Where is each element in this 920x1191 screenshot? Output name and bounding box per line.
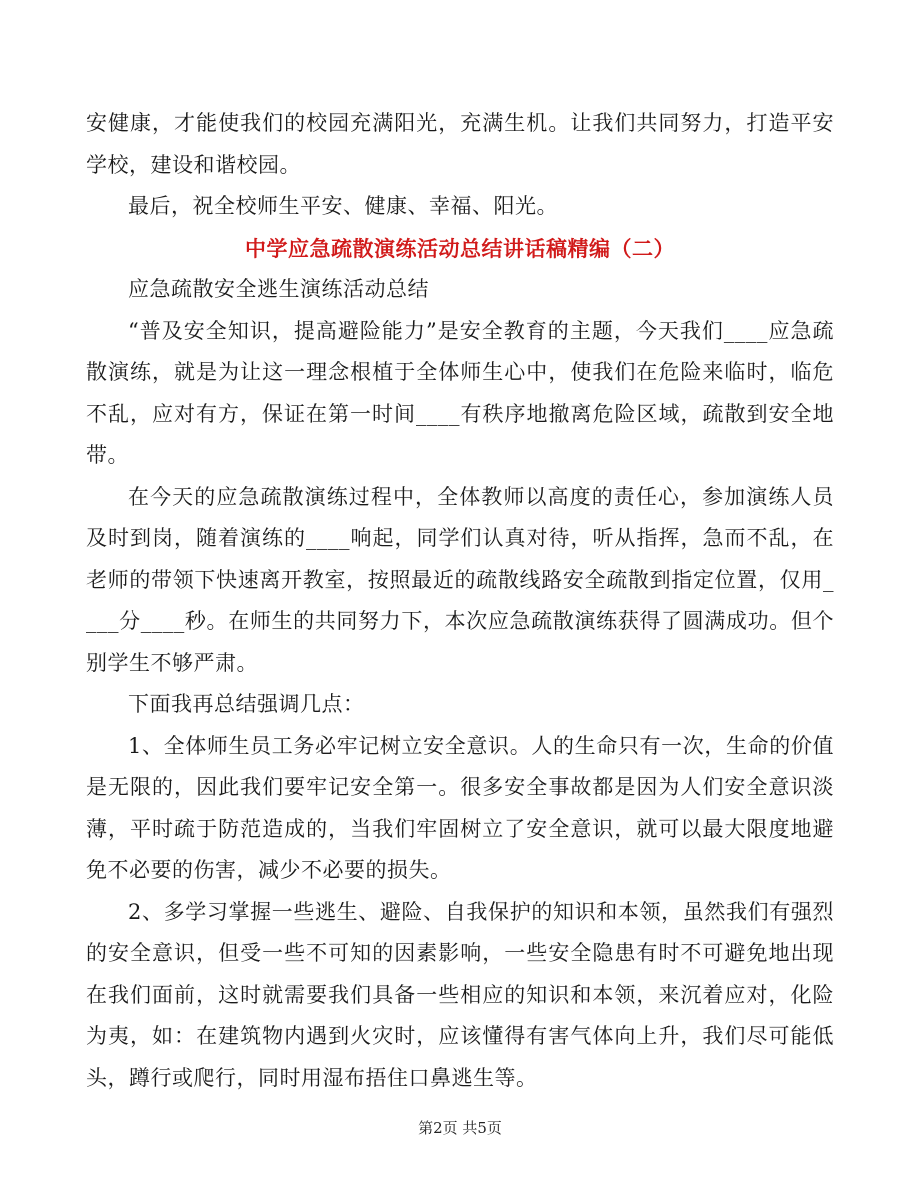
- paragraph-closing-wish: 最后，祝全校师生平安、健康、幸福、阳光。: [128, 194, 558, 218]
- paragraph-continued: 安健康，才能使我们的校园充满阳光，充满生机。让我们共同努力，打造平安学校，建设和谐校园。: [86, 111, 834, 177]
- paragraph-point-2: 2、多学习掌握一些逃生、避险、自我保护的知识和本领，虽然我们有强烈的安全意识，但受一些不可知的因素影响，一些安全隐患有时不可避免地出现在我们面前，这时就需要我们具备一些相应的知识和本领，来沉着应对，化险为夷，如：在建筑物内遇到火灾时，应该懂得有害气体向上升，我们尽可能低头，蹲行或爬行，同时用湿布捂住口鼻逃生等。: [86, 899, 834, 1090]
- paragraph-point-1: 1、全体师生员工务必牢记树立安全意识。人的生命只有一次，生命的价值是无限的，因此我们要牢记安全第一。很多安全事故都是因为人们安全意识淡薄，平时疏于防范造成的，当我们牢固树立了安全意识，就可以最大限度地避免不必要的伤害，减少不必要的损失。: [86, 733, 834, 882]
- paragraph-summary-lead: 下面我再总结强调几点：: [128, 692, 365, 716]
- page-number-footer: 第2页 共5页: [418, 1119, 502, 1137]
- document-body: [86, 103, 834, 1099]
- paragraph-intro: “普及安全知识，提高避险能力”是安全教育的主题，今天我们____应急疏散演练，就是为让这一理念根植于全体师生心中，使我们在危险来临时，临危不乱，应对有方，保证在第一时间____有秩序地撤离危险区域，疏散到安全地带。: [86, 318, 834, 467]
- paragraph-subtitle: 应急疏散安全逃生演练活动总结: [128, 277, 429, 301]
- section-title: 中学应急疏散演练活动总结讲话稿精编（二）: [245, 235, 675, 261]
- paragraph-drill-process: 在今天的应急疏散演练过程中，全体教师以高度的责任心，参加演练人员及时到岗，随着演练的____响起，同学们认真对待，听从指挥，急而不乱，在老师的带领下快速离开教室，按照最近的疏散线路安全疏散到指定位置，仅用____分____秒。在师生的共同努力下，本次应急疏散演练获得了圆满成功。但个别学生不够严肃。: [86, 484, 834, 675]
